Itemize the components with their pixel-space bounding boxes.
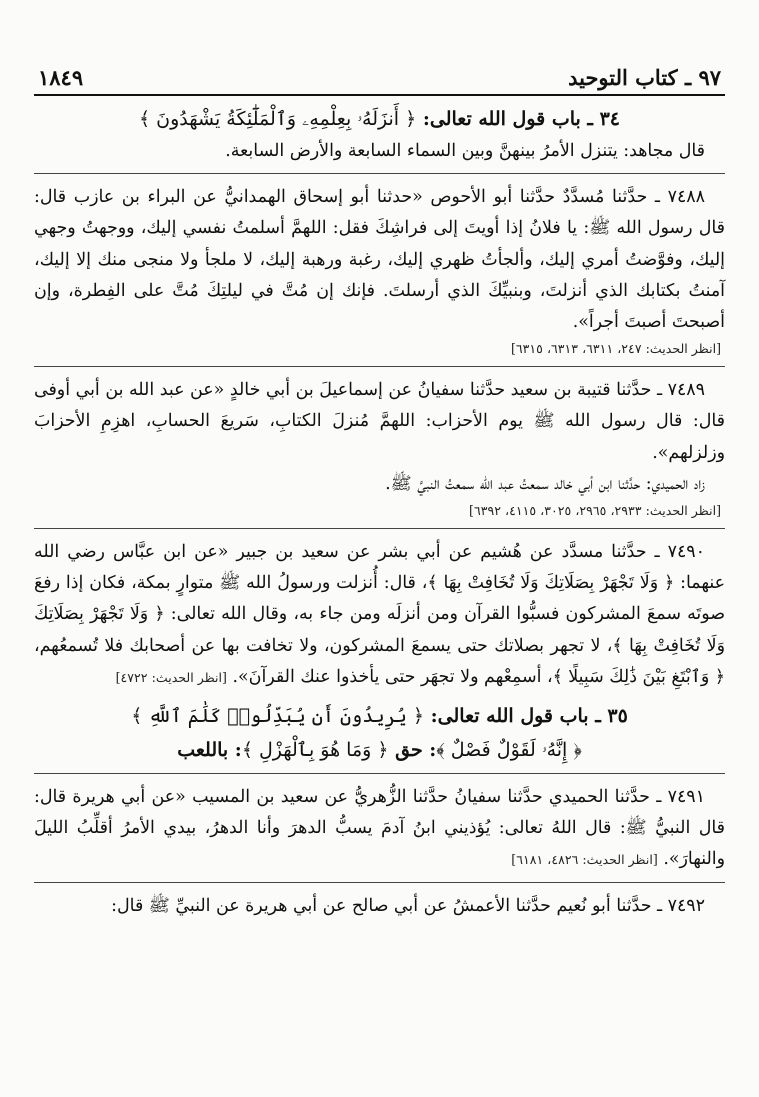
book-title: ٩٧ ـ كتاب التوحيد <box>568 65 721 90</box>
divider <box>34 528 725 529</box>
chapter-35-heading <box>34 699 725 733</box>
gloss-2: : باللعب <box>177 739 242 762</box>
chapter-35-glosses <box>34 733 725 767</box>
gloss-quote-1: ﴿ إِنَّهُۥ لَقَوْلٌ فَصْلٌ ﴾ <box>436 739 582 762</box>
hadith-7490-ref: [انظر الحديث: ٤٧٢٢] <box>115 669 227 685</box>
book-page <box>34 58 725 1087</box>
hadith-7491-text: ٧٤٩١ ـ حدَّثنا الحميدي حدَّثنا سفيانُ حدَّثنا الزُّهريُّ عن سعيد بن المسيب «عن أبي هريرة قال: قال النبيُّ ﷺ: قال اللهُ تعالى: يُؤذيني ابنُ آدمَ يسبُّ الدهرَ وأنا الدهرُ، بيدي الأمرُ أقلِّبُ الليلَ والنهارَ». <box>34 787 725 870</box>
hadith-7489-addition: زاد الحميدي: حدَّثنا ابن أبي خالد سمعتُ عبد الله سمعتُ النبيَّ ﷺ. <box>385 473 705 494</box>
chapter-34-title: ٣٤ ـ باب قول الله تعالى: <box>422 108 621 130</box>
page-content <box>34 102 725 922</box>
hadith-7491-ref: [انظر الحديث: ٤٨٢٦، ٦١٨١] <box>511 852 658 868</box>
divider <box>34 773 725 774</box>
page-header <box>34 58 725 96</box>
page-number: ١٨٤٩ <box>38 65 84 90</box>
hadith-7488-ref: [انظر الحديث: ٢٤٧، ٦٣١١، ٦٣١٣، ٦٣١٥] <box>510 341 721 357</box>
gloss-quote-2: ﴿ وَمَا هُوَ بِٱلْهَزْلِ ﴾ <box>241 739 389 762</box>
hadith-7490 <box>34 537 725 693</box>
chapter-35-quote: ﴿ يُرِيدُونَ أَن يُبَدِّلُوا۟ كَلَٰمَ ٱللَّهِ ﴾ <box>131 705 425 728</box>
chapter-34-quote: ﴿ أَنزَلَهُۥ بِعِلْمِهِۦ وَٱلْمَلَٰٓئِكَةُ يَشْهَدُونَ ﴾ <box>138 108 417 130</box>
chapter-34-heading <box>34 102 725 136</box>
hadith-7491 <box>34 782 725 876</box>
divider <box>34 882 725 883</box>
hadith-7489: ٧٤٨٩ ـ حدَّثنا قتيبة بن سعيد حدَّثنا سفيانُ عن إسماعيلَ بن أبي خالدٍ «عن عبد الله بن أبي أوفى قال: قال رسول الله ﷺ يوم الأحزاب: اللهمَّ مُنزلَ الكتابِ، سَريعَ الحسابِ، اهزِمِ الأحزابَ وزلزلهم». <box>34 380 725 463</box>
hadith-7492: ٧٤٩٢ ـ حدَّثنا أبو نُعيم حدَّثنا الأعمشُ عن أبي صالح عن أبي هريرة عن النبيِّ ﷺ قال: <box>111 895 705 916</box>
hadith-7490-text: ٧٤٩٠ ـ حدَّثنا مسدَّد عن هُشيم عن أبي بشر عن سعيد بن جبير «عن ابن عبَّاس رضي الله عنهما: ﴿ وَلَا تَجْهَرْ بِصَلَاتِكَ وَلَا تُخَافِتْ بِهَا ﴾، قال: أُنزلت ورسولُ الله ﷺ متوارٍ بمكة، فكان إذا رفعَ صوتَه سمعَ المشركون فسبُّوا القرآن ومن أنزلَه ومن جاء به، وقال الله تعالى: ﴿ وَلَا تَجْهَرْ بِصَلَاتِكَ وَلَا تُخَافِتْ بِهَا ﴾، لا تجهر بصلاتك حتى يسمعَ المشركون، ولا تخافت بها عن أصحابك فلا تُسمعُهم، ﴿ وَٱبْتَغِ بَيْنَ ذَٰلِكَ سَبِيلًا ﴾، أسمِعْهم ولا تجهَر حتى يأخذوا عنك القرآنَ». <box>34 542 725 687</box>
chapter-35-title: ٣٥ ـ باب قول الله تعالى: <box>430 705 628 728</box>
hadith-7488: ٧٤٨٨ ـ حدَّثنا مُسدَّدٌ حدَّثنا أبو الأحوص «حدثنا أبو إسحاق الهمدانيُّ عن البراء بن عازب قال: قال رسول الله ﷺ: يا فلانُ إذا أويتَ إلى فراشِكَ فقل: اللهمَّ أسلمتُ نفسي إليك، ووجهتُ وجهي إليك، وفوَّضتُ أمري إليك، وألجأتُ ظهري إليك، رغبة ورهبة إليك، لا ملجأ ولا منجى منك إلا إليك، آمنتُ بكتابك الذي أنزلتَ، وبنبيِّكَ الذي أرسلتَ. فإنك إن مُتَّ في ليلتِكَ مُتَّ على الفِطرة، وإن أصبحتَ أصبتَ أجراً». <box>34 187 725 333</box>
hadith-7489-ref: [انظر الحديث: ٢٩٣٣، ٢٩٦٥، ٣٠٢٥، ٤١١٥، ٦٣٩٢] <box>469 503 721 519</box>
divider <box>34 173 725 174</box>
divider <box>34 366 725 367</box>
gloss-1: : حق <box>395 739 437 762</box>
mujahid-note: قال مجاهد: يتنزل الأمرُ بينهنَّ وبين السماء السابعة والأرض السابعة. <box>225 141 705 161</box>
